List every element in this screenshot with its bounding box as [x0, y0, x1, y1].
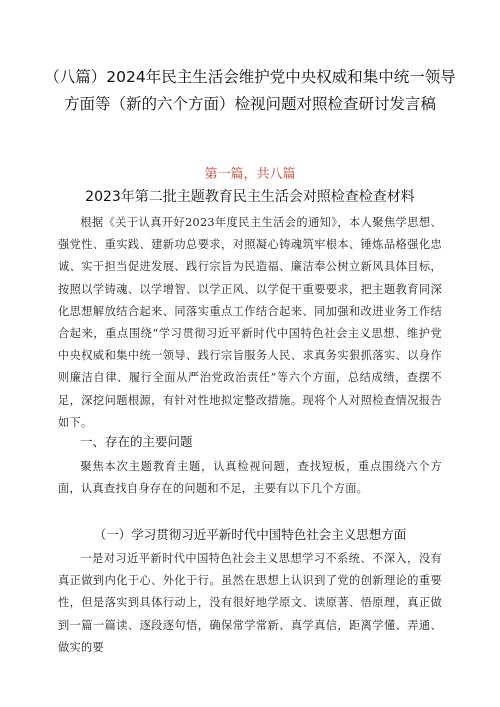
intro-paragraph: 根据《关于认真开好2023年度民主生活会的通知》，本人聚焦学思想、强党性、重实践、建新功总要求，对照凝心铸魂筑牢根本、锤炼品格强化忠诚、实干担当促进发展、践行宗旨为民造福、廉洁奉公树立新风具体目标，按照以学铸魂、以学增智、以学正风、以学促干重要要求，把主题教育同深化思想解放结合起来、同落实重点工作结合起来、同加强和改进业务工作结合起来，重点围绕“学习贯彻习近平新时代中国特色社会主义思想、维护党中央权威和集中统一领导、践行宗旨服务人民、求真务实狠抓落实、以身作则廉洁自律、履行全面从严治党政治责任”等六个方面，总结成绩，查摆不足，深挖问题根源，有针对性地拟定整改措施。现将个人对照检查情况报告如下。	[58, 216, 442, 429]
section-label: 第一篇，共八篇	[204, 167, 296, 182]
study-thought-paragraph: 一是对习近平新时代中国特色社会主义思想学习不系统、不深入，没有真正做到内化于心、外化于行。虽然在思想上认识到了党的创新理论的重要性，但是落实到具体行动上，没有很好地学原文、读原著、悟原理，真正做到一篇一篇读、逐段逐句悟，确保常学常新、真学真信，距离学懂、弄通、做实的要	[58, 552, 442, 654]
document-title: （八篇）2024年民主生活会维护党中央权威和集中统一领导方面等（新的六个方面）检视问题对照检查研讨发言稿	[44, 68, 456, 113]
problems-intro-paragraph: 聚焦本次主题教育主题，认真检视问题，查找短板，重点围绕六个方面，认真查找自身存在的问题和不足，主要有以下几个方面。	[58, 460, 442, 496]
section-title: 2023年第二批主题教育民主生活会对照检查检查材料	[85, 189, 415, 205]
subheading-study-thought: （一）学习贯彻习近平新时代中国特色社会主义思想方面	[93, 527, 407, 542]
heading-main-problems: 一、存在的主要问题	[80, 434, 193, 449]
